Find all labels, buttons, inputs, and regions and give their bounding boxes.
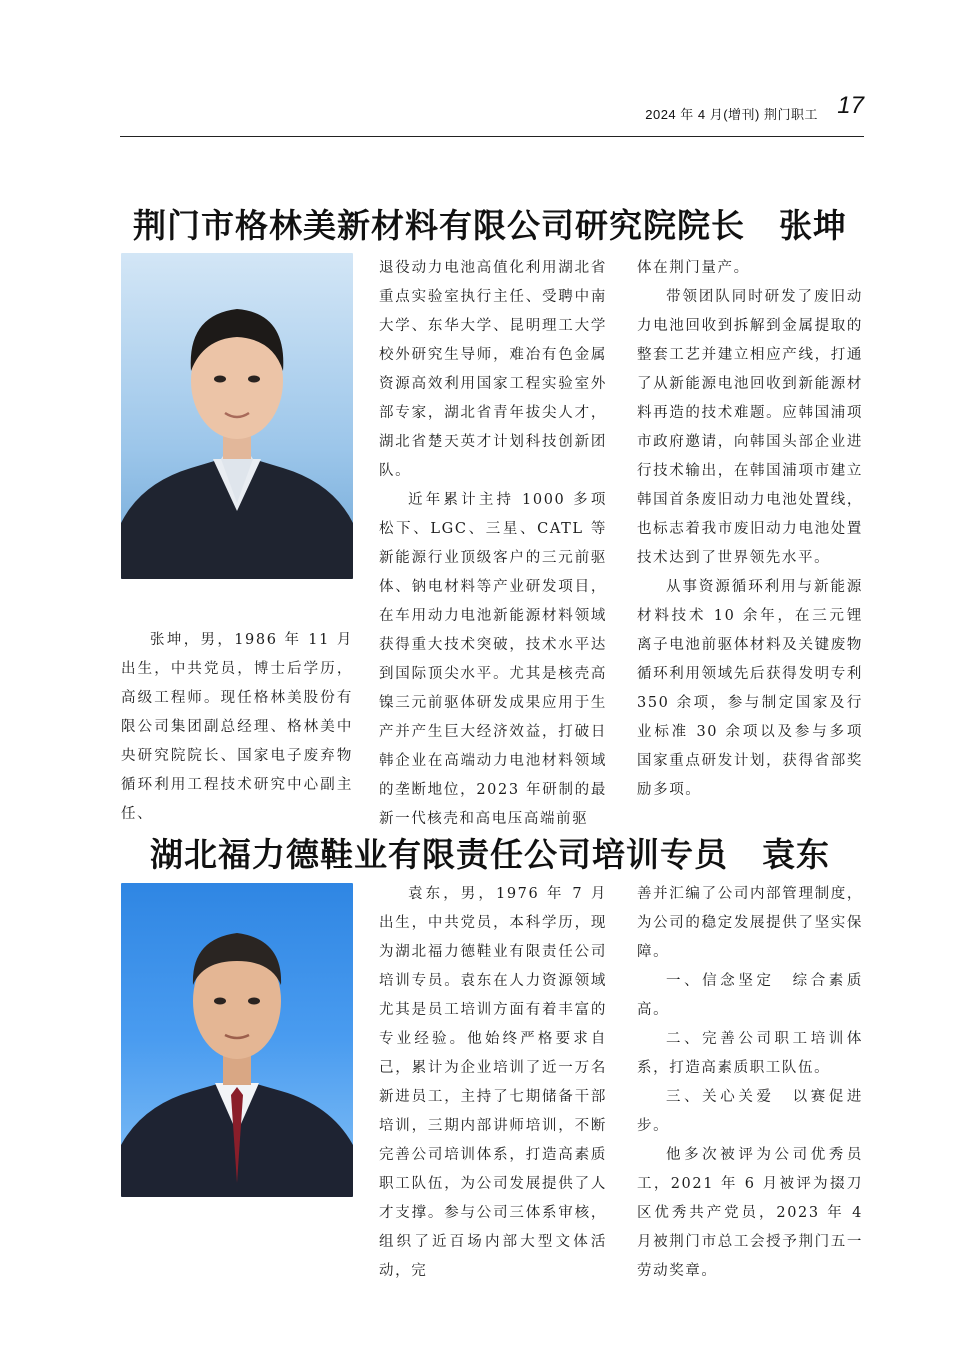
paragraph: 体在荆门量产。 xyxy=(637,260,750,276)
paragraph: 退役动力电池高值化利用湖北省重点实验室执行主任、受聘中南大学、东华大学、昆明理工大学校外研究生导师，难冶有色金属资源高效利用国家工程实验室外部专家，湖北省青年拔尖人才，湖北省楚天英才计划科技创新团队。 xyxy=(379,260,607,479)
article2-title-org: 湖北福力德鞋业有限责任公司培训专员 xyxy=(150,835,728,874)
article1-column-1 xyxy=(121,626,353,829)
article1-column-3 xyxy=(637,254,863,805)
article1-title xyxy=(110,200,870,247)
paragraph: 三、关心关爱 以赛促进步。 xyxy=(637,1089,863,1134)
article1-column-2 xyxy=(379,254,607,834)
paragraph: 带领团队同时研发了废旧动力电池回收到拆解到金属提取的整套工艺并建立相应产线，打通了从新能源电池回收到新能源材料再造的技术难题。应韩国浦项市政府邀请，向韩国头部企业进行技术输出，在韩国浦项市建立韩国首条废旧动力电池处置线，也标志着我市废旧动力电池处置技术达到了世界领先水平。 xyxy=(637,289,863,566)
page-number: 17 xyxy=(837,92,864,119)
article2-column-3 xyxy=(637,880,863,1286)
paragraph: 从事资源循环利用与新能源材料技术 10 余年，在三元锂离子电池前驱体材料及关键废物循环利用领域先后获得发明专利 350 余项，参与制定国家及行业标准 30 余项以及参与多项国家重点研发计划，获得省部奖励多项。 xyxy=(637,579,863,798)
page-header xyxy=(120,92,864,137)
paragraph: 袁东，男，1976 年 7 月出生，中共党员，本科学历，现为湖北福力德鞋业有限责任公司培训专员。袁东在人力资源领域尤其是员工培训方面有着丰富的专业经验。他始终严格要求自己，累计为企业培训了近一万名新进员工，主持了七期储备干部培训，三期内部讲师培训，不断完善公司培训体系，打造高素质职工队伍，为公司发展提供了人才支撑。参与公司三体系审核，组织了近百场内部大型文体活动，完 xyxy=(379,886,607,1279)
paragraph: 近年累计主持 1000 多项松下、LGC、三星、CATL 等新能源行业顶级客户的三元前驱体、钠电材料等产业研发项目，在车用动力电池新能源材料领域获得重大技术突破，技术水平达到国际顶尖水平。尤其是核壳高镍三元前驱体研发成果应用于生产并产生巨大经济效益，打破日韩企业在高端动力电池材料领域的垄断地位，2023 年研制的最新一代核壳和高电压高端前驱 xyxy=(379,492,607,827)
portrait-yuan-dong xyxy=(121,883,353,1197)
article2-title-name: 袁东 xyxy=(762,835,830,874)
issue-info: 2024 年 4 月(增刊) 荆门职工 xyxy=(645,107,818,122)
article2-column-2 xyxy=(379,880,607,1286)
article1-title-org: 荆门市格林美新材料有限公司研究院院长 xyxy=(133,206,745,245)
paragraph: 一、信念坚定 综合素质高。 xyxy=(637,973,863,1018)
paragraph: 张坤，男，1986 年 11 月出生，中共党员，博士后学历，高级工程师。现任格林美股份有限公司集团副总经理、格林美中央研究院院长、国家电子废弃物循环利用工程技术研究中心副主任、 xyxy=(121,632,353,822)
portrait-zhang-kun xyxy=(121,253,353,579)
article1-title-name: 张坤 xyxy=(779,206,847,245)
paragraph: 善并汇编了公司内部管理制度，为公司的稳定发展提供了坚实保障。 xyxy=(637,886,863,960)
paragraph: 他多次被评为公司优秀员工，2021 年 6 月被评为掇刀区优秀共产党员，2023 年 4 月被荆门市总工会授予荆门五一劳动奖章。 xyxy=(637,1147,863,1279)
article2-title xyxy=(110,829,870,876)
paragraph: 二、完善公司职工培训体系，打造高素质职工队伍。 xyxy=(637,1031,863,1076)
